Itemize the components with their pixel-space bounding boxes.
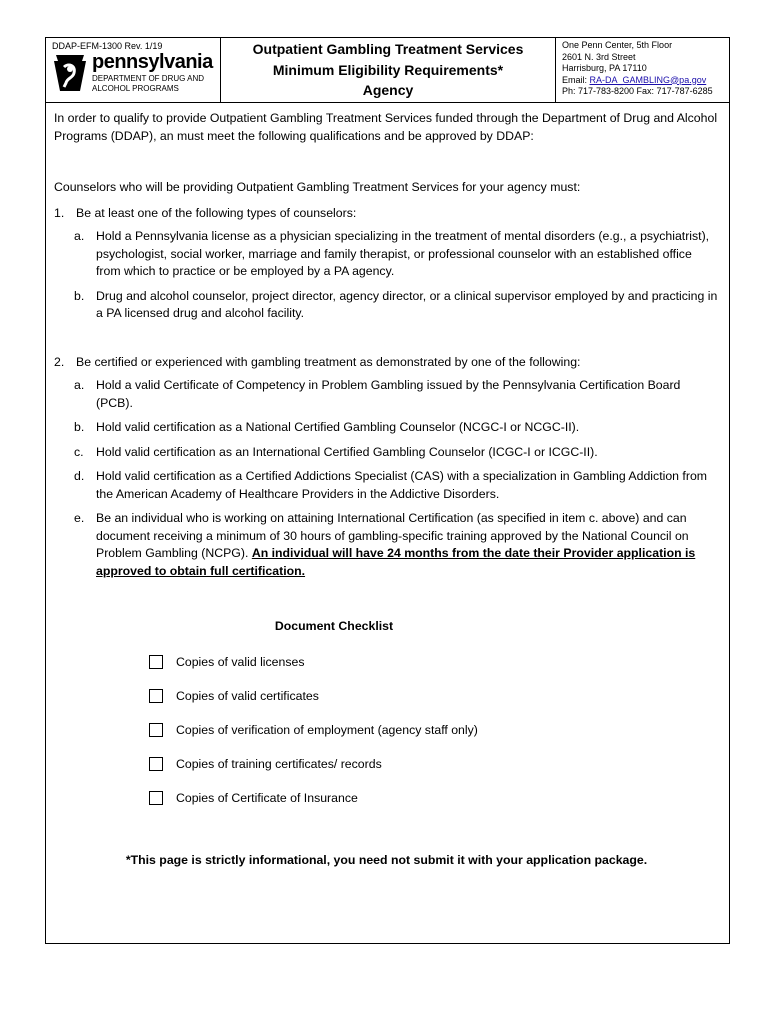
checklist-title: Document Checklist	[274, 619, 394, 633]
requirement-number: 2.	[54, 354, 65, 369]
sub-text: Hold a valid Certificate of Competency in Problem Gambling issued by the Pennsylvania Certification Board (PCB).	[96, 378, 681, 410]
checklist-item	[54, 654, 719, 688]
checklist-item	[54, 790, 719, 824]
requirement-2	[54, 354, 719, 372]
checklist-label: Copies of valid licenses	[176, 654, 305, 669]
sub-letter: a.	[74, 229, 85, 243]
phone-fax: Ph: 717-783-8200 Fax: 717-787-6285	[562, 86, 713, 96]
sub-letter: c.	[74, 444, 84, 459]
requirement-2a	[54, 377, 719, 412]
page-title-line2: Minimum Eligibility Requirements*	[272, 61, 504, 78]
header-logo-cell	[46, 38, 221, 102]
requirement-1a	[54, 228, 719, 281]
checklist-label: Copies of training certificates/ records	[176, 756, 382, 771]
requirement-text: Be at least one of the following types of counselors:	[76, 205, 357, 220]
header-title-cell	[221, 38, 556, 102]
checklist-item	[54, 688, 719, 722]
sub-letter: b.	[74, 420, 85, 434]
intro-paragraph: In order to qualify to provide Outpatient Gambling Treatment Services funded through the Department of Drug and Alcohol Programs (DDAP), an must meet the following qualifications and be approved by DDAP:	[54, 111, 718, 143]
sub-text: Be an individual who is working on attaining International Certification (as specified in item c. above) and can document receiving a minimum of 30 hours of gambling-specific training approved by the National Council on Problem Gambling (NCPG).	[96, 511, 689, 560]
logo-department	[92, 74, 204, 93]
sub-text: Hold valid certification as a National Certified Gambling Counselor (NCGC-I or NCGC-II).	[96, 420, 580, 434]
certification-deadline-note: An individual will have 24 months from the date their Provider application is approved to obtain full certification.	[96, 546, 696, 578]
checkbox[interactable]	[149, 791, 163, 805]
requirement-number: 1.	[54, 205, 65, 220]
sub-letter: a.	[74, 378, 85, 392]
requirement-text: Be certified or experienced with gambling treatment as demonstrated by one of the following:	[76, 354, 581, 369]
requirement-2c	[54, 444, 719, 462]
checkbox[interactable]	[149, 757, 163, 771]
form-frame	[45, 37, 730, 944]
footnote: *This page is strictly informational, you need not submit it with your application package.	[125, 852, 648, 867]
checkbox[interactable]	[149, 655, 163, 669]
checklist-label: Copies of Certificate of Insurance	[176, 790, 358, 805]
sub-letter: b.	[74, 288, 85, 303]
address-line3: Harrisburg, PA 17110	[562, 63, 647, 73]
sub-text: Hold valid certification as an International Certified Gambling Counselor (ICGC-I or ICGC-II).	[96, 444, 598, 459]
logo-dept-line2: ALCOHOL PROGRAMS	[92, 83, 179, 93]
requirement-1	[54, 205, 719, 223]
sub-letter: d.	[74, 469, 85, 483]
requirement-2b	[54, 419, 719, 437]
email-row	[562, 75, 729, 87]
page-title-line1: Outpatient Gambling Treatment Services	[252, 41, 524, 57]
sub-letter: e.	[74, 511, 85, 525]
address-line2: 2601 N. 3rd Street	[562, 51, 636, 62]
checkbox[interactable]	[149, 689, 163, 703]
logo-dept-line1: DEPARTMENT OF DRUG AND	[92, 74, 205, 83]
keystone-logo-icon	[52, 53, 88, 93]
requirement-2d	[54, 468, 719, 503]
form-header	[46, 38, 729, 103]
checklist-label: Copies of valid certificates	[176, 688, 319, 703]
page-title-line3: Agency	[362, 82, 414, 98]
checklist-label: Copies of verification of employment (agency staff only)	[176, 722, 478, 737]
sub-text: Hold a Pennsylvania license as a physician specializing in the treatment of mental disorders (e.g., a psychiatrist), psychologist, social worker, marriage and family therapist, or professional counselor with an established office from which to practice or be employed by a PA agency.	[96, 229, 710, 278]
requirements-lead: Counselors who will be providing Outpatient Gambling Treatment Services for your agency must:	[54, 180, 581, 194]
checklist-item	[54, 722, 719, 756]
sub-text: Hold valid certification as a Certified Addictions Specialist (CAS) with a specialization in Gambling Addiction from the American Academy of Healthcare Providers in the Addictive Disorders.	[96, 469, 708, 501]
email-link[interactable]: RA-DA_GAMBLING@pa.gov	[589, 74, 707, 85]
form-number: DDAP-EFM-1300 Rev. 1/19	[52, 41, 163, 51]
sub-text: Drug and alcohol counselor, project director, agency director, or a clinical supervisor employed by and practicing in a PA licensed drug and alcohol facility.	[96, 288, 718, 320]
email-label: Email:	[562, 74, 588, 85]
requirement-1b	[54, 288, 719, 323]
checkbox[interactable]	[149, 723, 163, 737]
checklist-item	[54, 756, 719, 790]
header-contact-cell	[556, 38, 729, 102]
form-body	[54, 110, 719, 869]
requirement-2e	[54, 510, 719, 580]
logo-wordmark: pennsylvania	[92, 51, 213, 73]
address-line1: One Penn Center, 5th Floor	[562, 40, 673, 50]
